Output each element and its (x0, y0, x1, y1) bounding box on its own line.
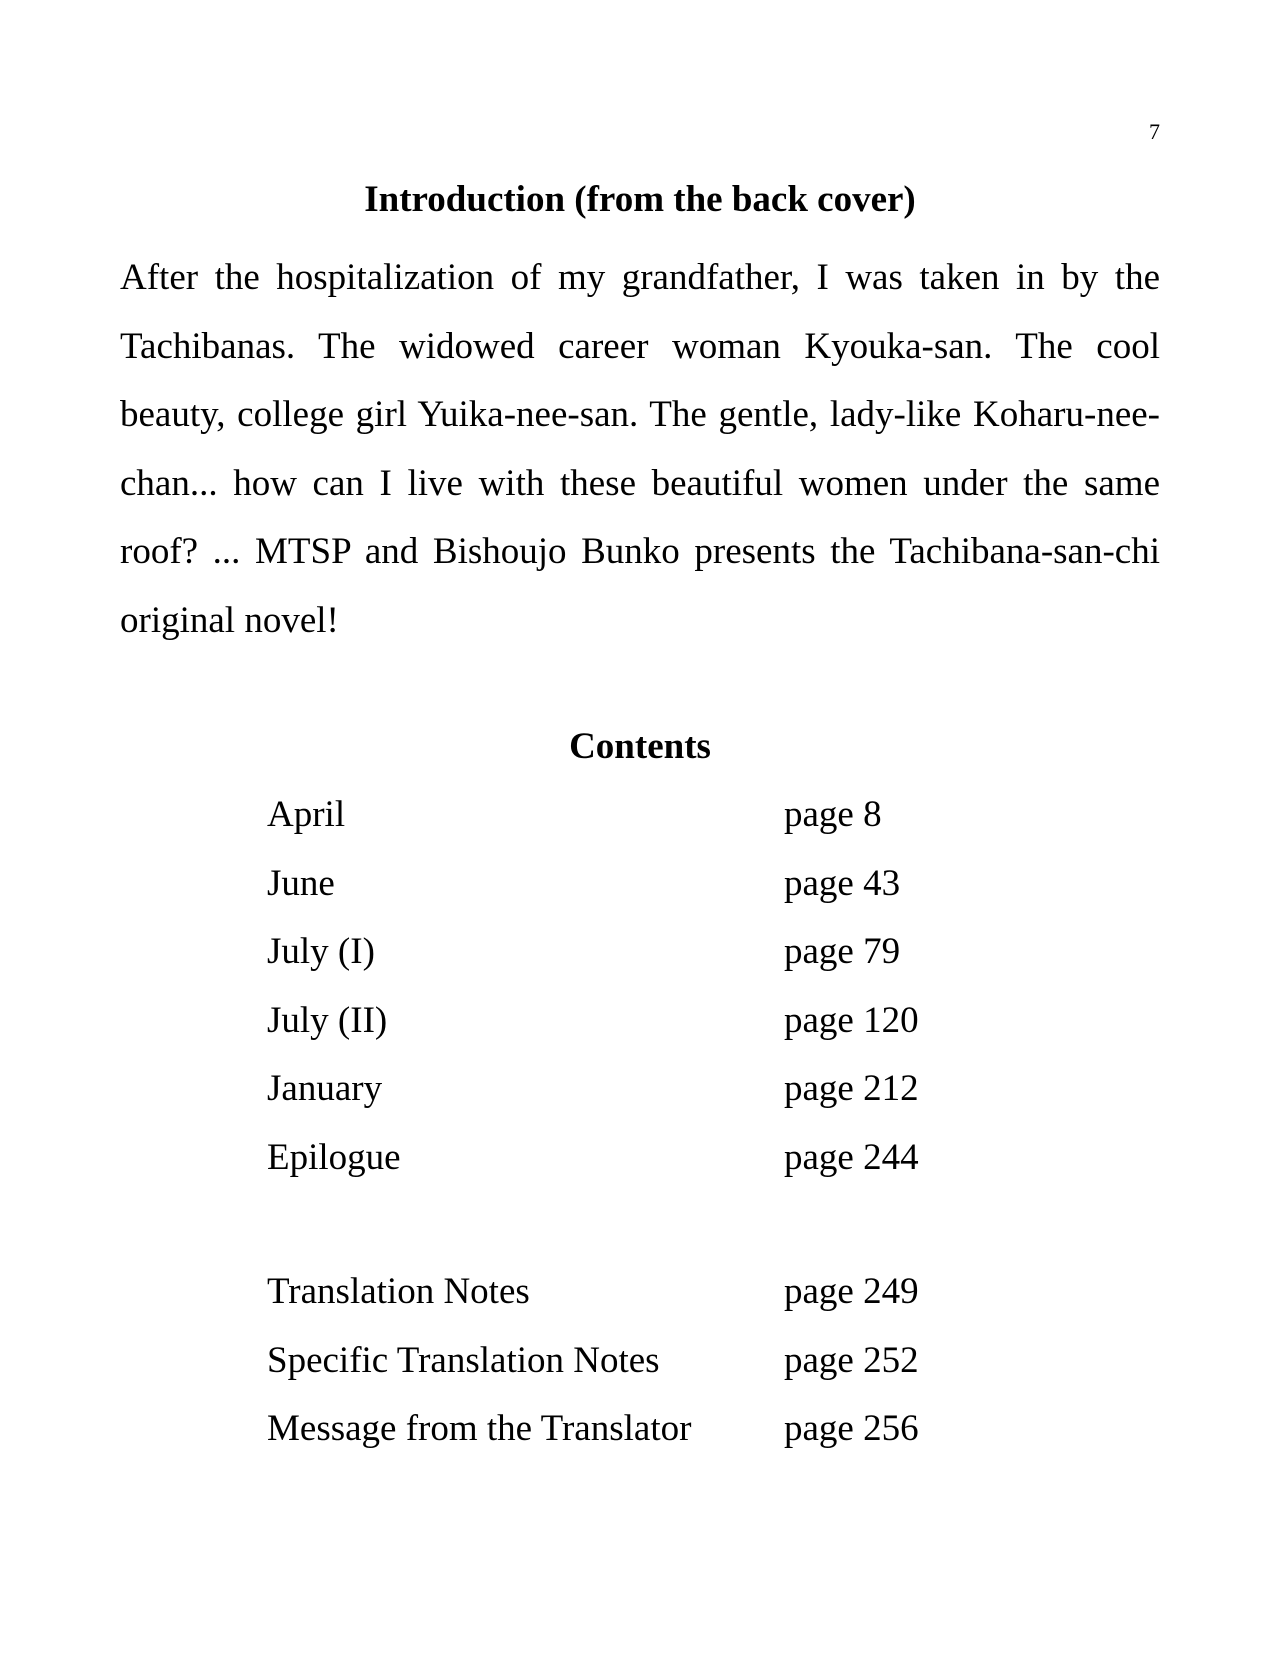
toc-entry (267, 1065, 967, 1134)
toc-entry-page: page 212 (784, 1068, 919, 1109)
toc-entry-page: page 79 (784, 931, 901, 972)
toc-entry-page: page 244 (784, 1136, 919, 1178)
toc-entry-page: page 8 (784, 794, 882, 835)
page-number: 7 (1149, 119, 1160, 144)
toc-entry (267, 928, 967, 997)
toc-entry (267, 1268, 967, 1337)
table-of-contents-chapters (267, 791, 967, 1202)
toc-entry (267, 997, 967, 1066)
toc-entry (267, 1134, 967, 1203)
toc-entry-title: Message from the Translator (267, 1408, 692, 1449)
table-of-contents-appendix (267, 1268, 967, 1474)
toc-entry-title: January (267, 1068, 383, 1109)
toc-entry-title: Specific Translation Notes (267, 1339, 660, 1381)
toc-entry-title: April (267, 794, 346, 835)
contents-heading: Contents (569, 726, 711, 767)
toc-entry-page: page 120 (784, 999, 919, 1041)
toc-entry (267, 1337, 967, 1406)
introduction-paragraph: After the hospitalization of my grandfather, I was taken in by the Tachibanas. The widowed career woman Kyouka-san. The cool beauty, college girl Yuika-nee-san. The gentle, lady-like Koharu-nee-chan... how can I live with these beautiful women under the same roof? ... MTSP and Bishoujo Bunko presents the Tachibana-san-chi original novel! (120, 257, 1160, 641)
toc-entry-page: page 249 (784, 1271, 919, 1312)
toc-entry-page: page 256 (784, 1408, 919, 1449)
toc-entry (267, 860, 967, 929)
toc-entry-title: Translation Notes (267, 1271, 530, 1312)
toc-entry-page: page 252 (784, 1339, 919, 1381)
toc-entry-title: July (I) (267, 931, 375, 972)
toc-entry-title: June (267, 862, 335, 904)
toc-entry-title: July (II) (267, 999, 388, 1041)
toc-entry (267, 791, 967, 860)
toc-entry-page: page 43 (784, 862, 901, 904)
toc-entry-title: Epilogue (267, 1136, 401, 1178)
toc-entry (267, 1405, 967, 1474)
introduction-heading: Introduction (from the back cover) (364, 179, 916, 220)
